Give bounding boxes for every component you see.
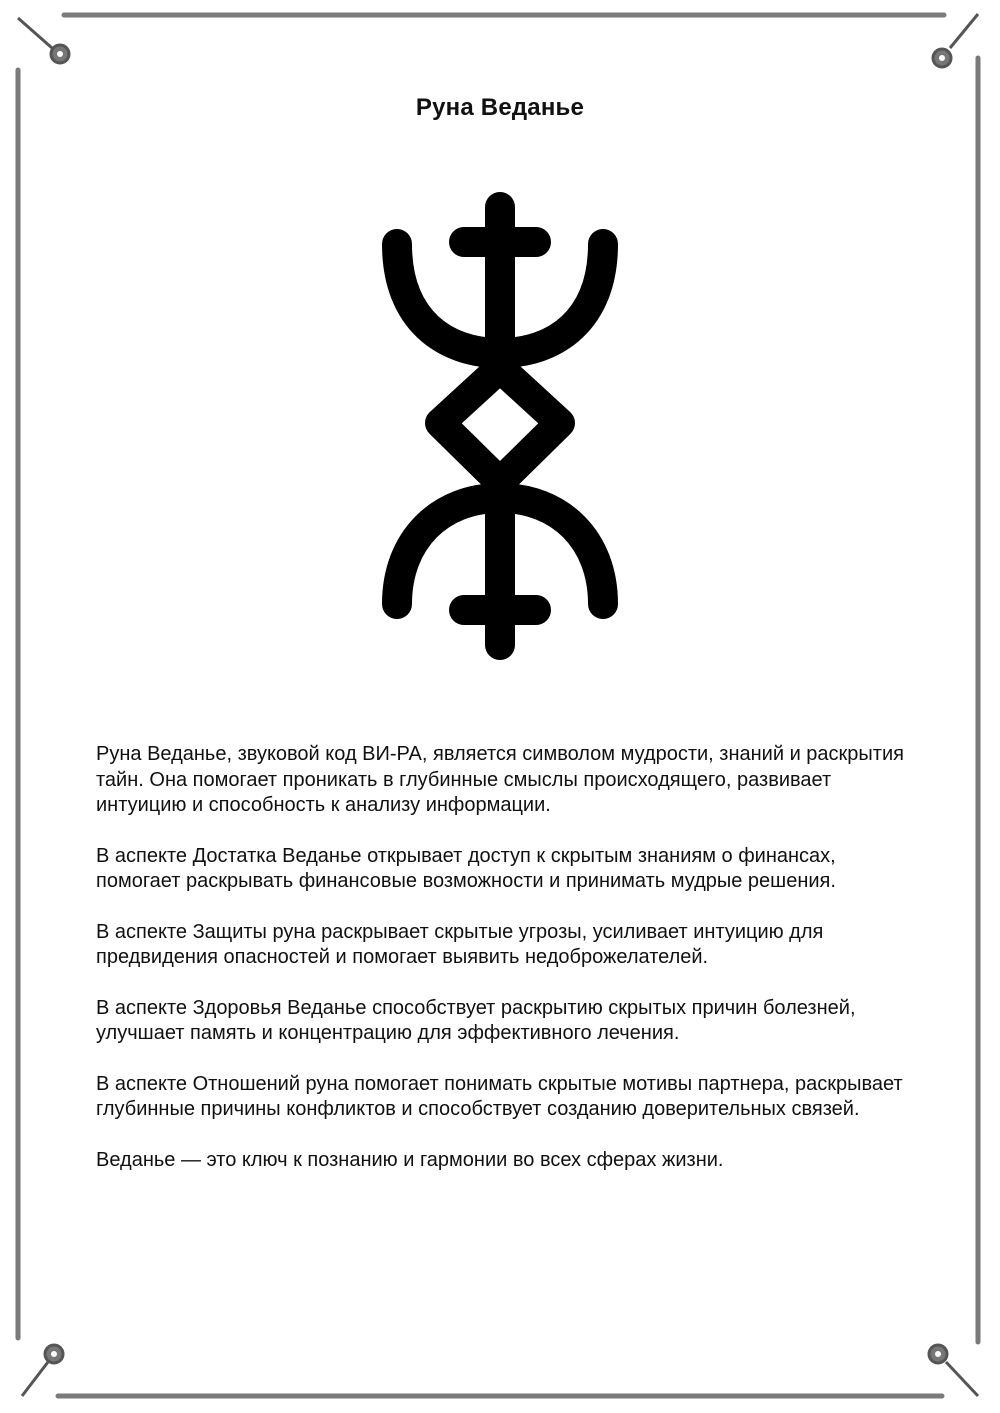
rune-description (96, 742, 916, 1198)
rune-vedanye-icon (380, 192, 620, 662)
corner-ornament-bottom-left-icon (22, 1345, 63, 1396)
paragraph-health: В аспекте Здоровья Веданье способствует раскрытию скрытых причин болезней, улучшает память и концентрацию для эффективного лечения. (96, 996, 856, 1044)
corner-ornament-top-left-icon (18, 18, 69, 63)
corner-ornament-top-right-icon (933, 14, 978, 67)
paragraph-summary: Веданье — это ключ к познанию и гармонии во всех сферах жизни. (96, 1148, 724, 1171)
corner-ornament-bottom-right-icon (929, 1345, 978, 1396)
paragraph-relationships: В аспекте Отношений руна помогает понимать скрытые мотивы партнера, раскрывает глубинные причины конфликтов и способствует созданию доверительных связей. (96, 1072, 903, 1120)
rune-diamond (440, 368, 560, 482)
paragraph-intro: Руна Веданье, звуковой код ВИ-РА, является символом мудрости, знаний и раскрытия тайн. Она помогает проникать в глубинные смыслы происходящего, развивает интуицию и способность к анализу информации. (96, 743, 904, 816)
paragraph-wealth: В аспекте Достатка Веданье открывает доступ к скрытым знаниям о финансах, помогает раскрывать финансовые возможности и принимать мудрые решения. (96, 844, 836, 892)
page-title: Руна Веданье (415, 94, 585, 121)
paragraph-protection: В аспекте Защиты руна раскрывает скрытые угрозы, усиливает интуицию для предвидения опасностей и помогает выявить недоброжелателей. (96, 920, 824, 968)
